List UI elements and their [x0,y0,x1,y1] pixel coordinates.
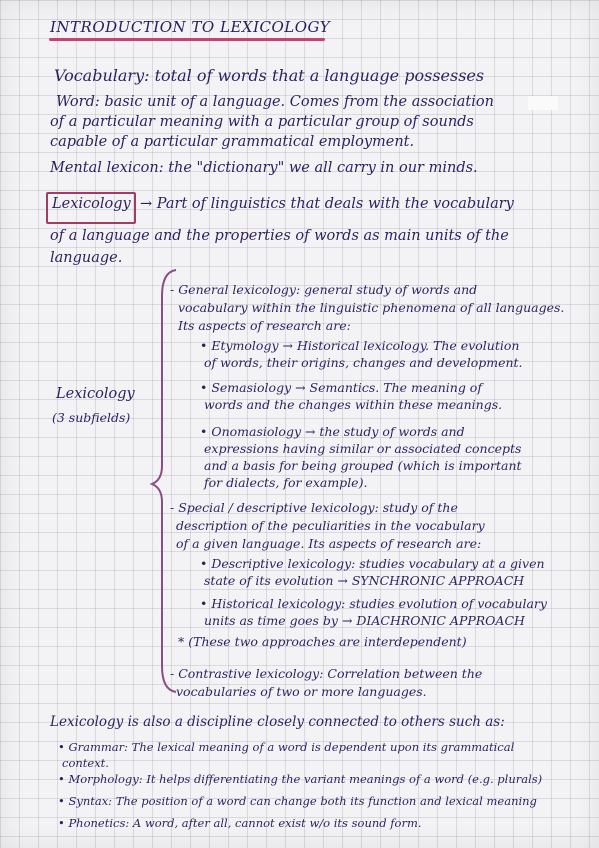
title-underline [49,38,325,41]
grammar-line2: context. [62,756,109,770]
general-lexicology-line2: vocabulary within the linguistic phenomena of all languages. [178,300,565,315]
historical-lexicology-line1: • Historical lexicology: studies evolution of vocabulary [200,596,547,611]
special-lexicology-line3: of a given language. Its aspects of research are: [176,536,482,551]
side-label: Lexicology [56,386,135,402]
lexicology-definition-line1: → Part of linguistics that deals with the vocabulary [140,196,514,212]
word-definition-line1: Word: basic unit of a language. Comes from the association [56,94,494,110]
side-sublabel: (3 subfields) [52,410,131,425]
morphology-line: • Morphology: It helps differentiating the variant meanings of a word (e.g. plurals) [58,772,543,786]
contrastive-lexicology-line2: vocabularies of two or more languages. [176,684,427,699]
special-lexicology-line1: - Special / descriptive lexicology: study of the [170,500,458,515]
descriptive-lexicology-line1: • Descriptive lexicology: studies vocabulary at a given [200,556,545,571]
word-definition-line3: capable of a particular grammatical employment. [50,134,415,150]
grammar-line1: • Grammar: The lexical meaning of a word is dependent upon its grammatical [58,740,515,754]
page-title: INTRODUCTION TO LEXICOLOGY [50,18,331,36]
onomasiology-line4: for dialects, for example). [204,475,368,490]
lexicology-box-label: Lexicology [52,196,131,212]
semasiology-line2: words and the changes within these meanings. [204,397,503,412]
descriptive-lexicology-line2: state of its evolution → SYNCHRONIC APPROACH [204,573,525,588]
lexicology-definition-line2: of a language and the properties of words as main units of the [50,228,509,244]
onomasiology-line1: • Onomasiology → the study of words and [200,424,465,439]
general-lexicology-line3: Its aspects of research are: [178,318,351,333]
word-definition-line2: of a particular meaning with a particular group of sounds [50,114,474,130]
syntax-line: • Syntax: The position of a word can change both its function and lexical meaning [58,794,537,808]
etymology-line2: of words, their origins, changes and development. [204,355,523,370]
onomasiology-line2: expressions having similar or associated concepts [204,441,522,456]
special-lexicology-line2: description of the peculiarities in the vocabulary [176,518,485,533]
lexicology-definition-line3: language. [50,250,123,266]
redaction-patch [528,96,558,110]
mental-lexicon-definition: Mental lexicon: the "dictionary" we all carry in our minds. [50,160,478,176]
semasiology-line1: • Semasiology → Semantics. The meaning of [200,380,482,395]
interdependent-note: * (These two approaches are interdependent) [178,634,467,649]
contrastive-lexicology-line1: - Contrastive lexicology: Correlation between the [170,666,483,681]
general-lexicology-line1: - General lexicology: general study of words and [170,282,478,297]
subfields-brace [148,266,178,696]
onomasiology-line3: and a basis for being grouped (which is important [204,458,522,473]
related-disciplines-intro: Lexicology is also a discipline closely connected to others such as: [50,714,505,730]
etymology-line1: • Etymology → Historical lexicology. The evolution [200,338,520,353]
phonetics-line: • Phonetics: A word, after all, cannot exist w/o its sound form. [58,816,422,830]
historical-lexicology-line2: units as time goes by → DIACHRONIC APPROACH [204,613,525,628]
vocabulary-definition: Vocabulary: total of words that a language possesses [54,66,485,85]
